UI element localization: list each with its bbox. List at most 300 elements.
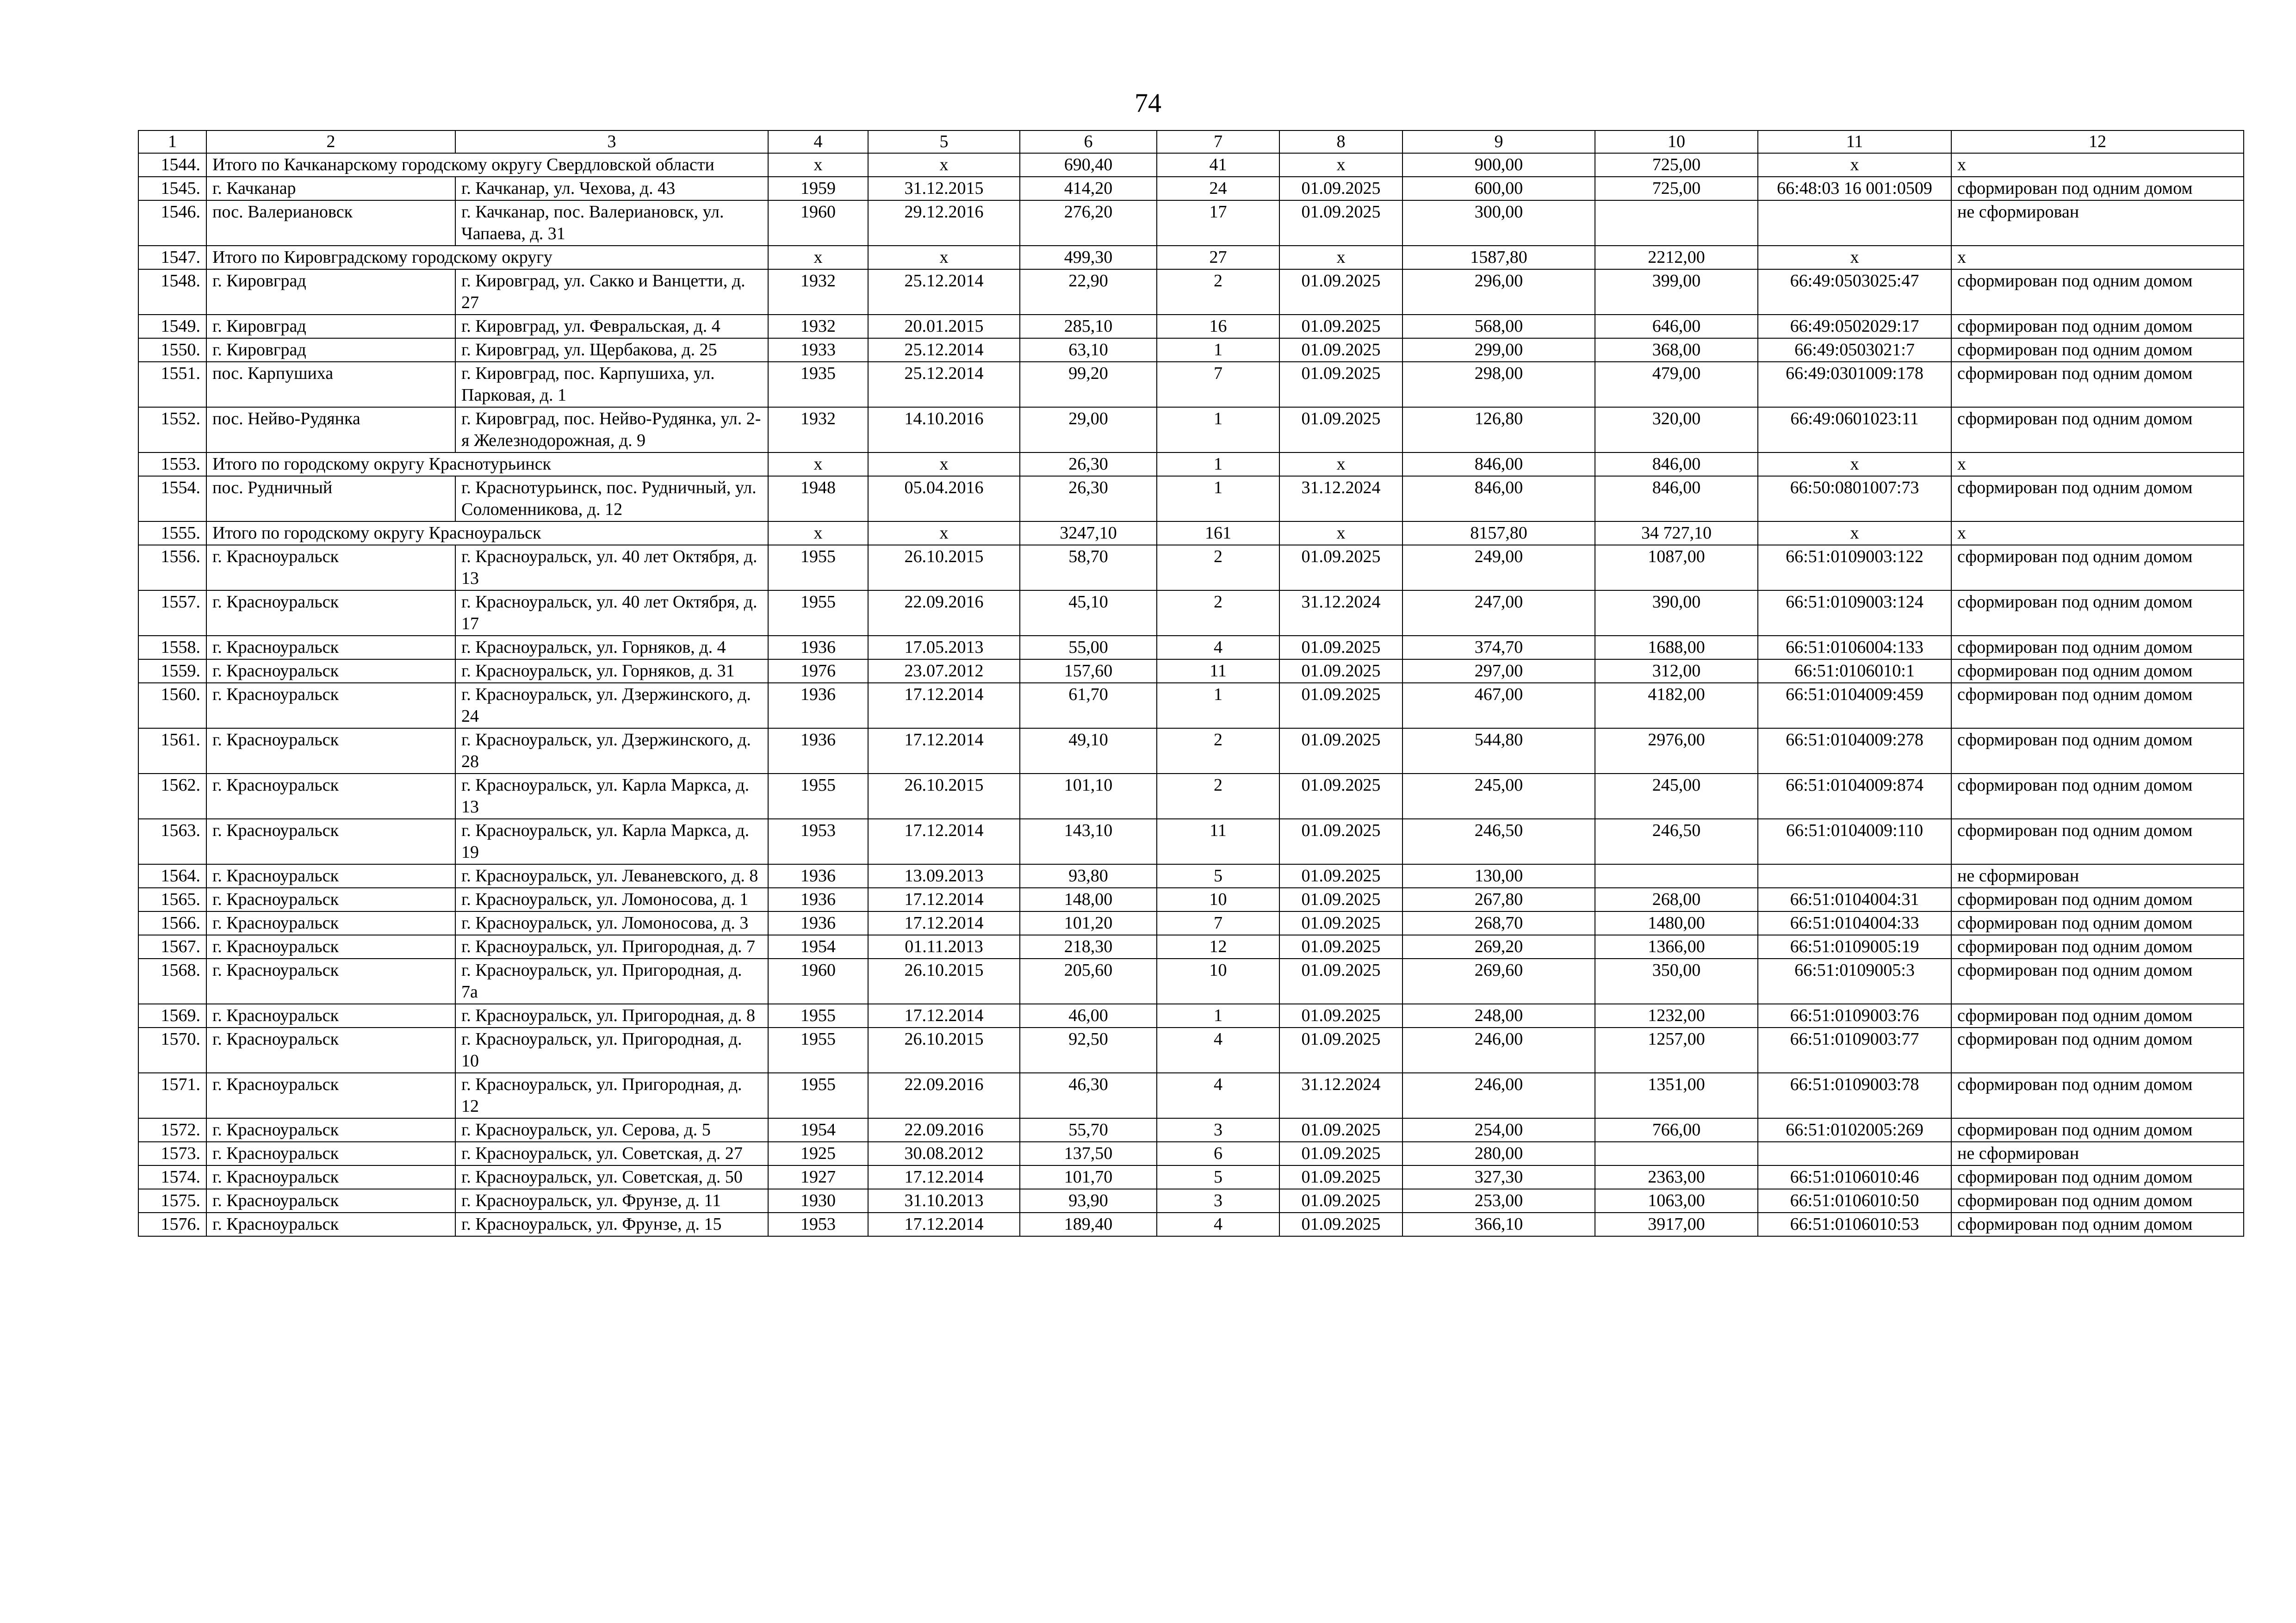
address-cell: г. Кировград, пос. Нейво-Рудянка, ул. 2-я Железнодорожная, д. 9	[455, 407, 768, 452]
row-number-cell: 1559.	[138, 659, 206, 683]
deadline-cell: х	[1279, 521, 1402, 545]
land-status-cell: сформирован под одним домом	[1951, 819, 2244, 864]
value-9-cell: 568,00	[1402, 315, 1595, 338]
table-row	[138, 177, 2244, 200]
date-cell: 17.12.2014	[868, 911, 1020, 935]
residents-cell: 10	[1157, 959, 1279, 1004]
row-number-cell: 1546.	[138, 200, 206, 246]
residents-cell: 2	[1157, 590, 1279, 636]
area-cell: 101,70	[1020, 1165, 1157, 1189]
deadline-cell: 01.09.2025	[1279, 774, 1402, 819]
cadastral-number-cell: 66:51:0106004:133	[1758, 636, 1951, 659]
address-cell: г. Красноуральск, ул. Леваневского, д. 8	[455, 864, 768, 888]
residents-cell: 5	[1157, 864, 1279, 888]
row-number-cell: 1568.	[138, 959, 206, 1004]
value-10-cell: 2363,00	[1595, 1165, 1758, 1189]
residents-cell: 7	[1157, 362, 1279, 407]
date-cell: 26.10.2015	[868, 774, 1020, 819]
land-status-cell: х	[1951, 452, 2244, 476]
value-10-cell: 725,00	[1595, 153, 1758, 177]
residents-cell: 2	[1157, 269, 1279, 315]
area-cell: 101,10	[1020, 774, 1157, 819]
residents-cell: 5	[1157, 1165, 1279, 1189]
value-9-cell: 245,00	[1402, 774, 1595, 819]
address-cell: г. Красноуральск, ул. Фрунзе, д. 15	[455, 1213, 768, 1236]
year-cell: 1960	[768, 959, 868, 1004]
settlement-cell: г. Красноуральск	[206, 1213, 455, 1236]
settlement-cell: г. Кировград	[206, 269, 455, 315]
address-cell: г. Краснотурьинск, пос. Рудничный, ул. Соломенникова, д. 12	[455, 476, 768, 521]
value-10-cell: 1063,00	[1595, 1189, 1758, 1213]
value-9-cell: 846,00	[1402, 476, 1595, 521]
date-cell: х	[868, 452, 1020, 476]
year-cell: 1936	[768, 864, 868, 888]
value-9-cell: 248,00	[1402, 1004, 1595, 1028]
land-status-cell: х	[1951, 153, 2244, 177]
settlement-cell: г. Красноуральск	[206, 959, 455, 1004]
row-number-cell: 1545.	[138, 177, 206, 200]
area-cell: 3247,10	[1020, 521, 1157, 545]
year-cell: 1933	[768, 338, 868, 362]
row-number-cell: 1549.	[138, 315, 206, 338]
value-9-cell: 269,60	[1402, 959, 1595, 1004]
settlement-cell: г. Красноуральск	[206, 683, 455, 728]
year-cell: 1953	[768, 819, 868, 864]
residents-cell: 1	[1157, 683, 1279, 728]
address-cell: г. Кировград, ул. Щербакова, д. 25	[455, 338, 768, 362]
value-9-cell: 246,50	[1402, 819, 1595, 864]
value-10-cell: 1366,00	[1595, 935, 1758, 959]
settlement-cell: г. Красноуральск	[206, 1189, 455, 1213]
date-cell: 22.09.2016	[868, 1073, 1020, 1118]
cadastral-number-cell: 66:51:0106010:50	[1758, 1189, 1951, 1213]
column-header: 1	[138, 130, 206, 153]
address-cell: г. Красноуральск, ул. Горняков, д. 4	[455, 636, 768, 659]
residents-cell: 4	[1157, 636, 1279, 659]
address-cell: г. Красноуральск, ул. Дзержинского, д. 28	[455, 728, 768, 774]
address-cell: г. Красноуральск, ул. Пригородная, д. 7а	[455, 959, 768, 1004]
header-row	[138, 130, 2244, 153]
column-header: 2	[206, 130, 455, 153]
residents-cell: 16	[1157, 315, 1279, 338]
area-cell: 58,70	[1020, 545, 1157, 590]
subtotal-label-cell: Итого по городскому округу Краснотурьинск	[206, 452, 768, 476]
table-row	[138, 545, 2244, 590]
value-10-cell: 766,00	[1595, 1118, 1758, 1142]
year-cell: 1927	[768, 1165, 868, 1189]
area-cell: 157,60	[1020, 659, 1157, 683]
area-cell: 92,50	[1020, 1028, 1157, 1073]
settlement-cell: г. Красноуральск	[206, 1118, 455, 1142]
settlement-cell: пос. Карпушиха	[206, 362, 455, 407]
cadastral-number-cell: 66:49:0601023:11	[1758, 407, 1951, 452]
settlement-cell: г. Красноуральск	[206, 819, 455, 864]
land-status-cell: сформирован под одним домом	[1951, 888, 2244, 911]
residents-cell: 1	[1157, 476, 1279, 521]
address-cell: г. Красноуральск, ул. Дзержинского, д. 24	[455, 683, 768, 728]
value-10-cell: 245,00	[1595, 774, 1758, 819]
address-cell: г. Красноуральск, ул. Карла Маркса, д. 19	[455, 819, 768, 864]
land-status-cell: сформирован под одним домом	[1951, 728, 2244, 774]
date-cell: х	[868, 521, 1020, 545]
cadastral-number-cell: х	[1758, 153, 1951, 177]
area-cell: 45,10	[1020, 590, 1157, 636]
subtotal-label-cell: Итого по Качканарскому городскому округу Свердловской области	[206, 153, 768, 177]
date-cell: 31.10.2013	[868, 1189, 1020, 1213]
cadastral-number-cell: 66:51:0106010:1	[1758, 659, 1951, 683]
deadline-cell: 01.09.2025	[1279, 864, 1402, 888]
land-status-cell: сформирован под одним домом	[1951, 476, 2244, 521]
deadline-cell: 01.09.2025	[1279, 1189, 1402, 1213]
address-cell: г. Красноуральск, ул. Пригородная, д. 7	[455, 935, 768, 959]
land-status-cell: сформирован под одним домом	[1951, 545, 2244, 590]
address-cell: г. Красноуральск, ул. Ломоносова, д. 1	[455, 888, 768, 911]
deadline-cell: 01.09.2025	[1279, 959, 1402, 1004]
row-number-cell: 1553.	[138, 452, 206, 476]
cadastral-number-cell	[1758, 1142, 1951, 1165]
residents-cell: 3	[1157, 1118, 1279, 1142]
area-cell: 22,90	[1020, 269, 1157, 315]
cadastral-number-cell: 66:51:0104004:31	[1758, 888, 1951, 911]
subtotal-label-cell: Итого по городскому округу Красноуральск	[206, 521, 768, 545]
table-row	[138, 864, 2244, 888]
column-header: 5	[868, 130, 1020, 153]
year-cell: х	[768, 452, 868, 476]
address-cell: г. Красноуральск, ул. 40 лет Октября, д. 13	[455, 545, 768, 590]
column-header: 9	[1402, 130, 1595, 153]
table-row	[138, 1118, 2244, 1142]
area-cell: 61,70	[1020, 683, 1157, 728]
date-cell: 29.12.2016	[868, 200, 1020, 246]
address-cell: г. Красноуральск, ул. Советская, д. 50	[455, 1165, 768, 1189]
land-status-cell: сформирован под одним домом	[1951, 959, 2244, 1004]
settlement-cell: г. Красноуральск	[206, 1073, 455, 1118]
row-number-cell: 1557.	[138, 590, 206, 636]
value-9-cell: 327,30	[1402, 1165, 1595, 1189]
table-body	[138, 153, 2244, 1236]
value-9-cell: 299,00	[1402, 338, 1595, 362]
date-cell: 17.12.2014	[868, 1004, 1020, 1028]
row-number-cell: 1560.	[138, 683, 206, 728]
value-10-cell	[1595, 1142, 1758, 1165]
address-cell: г. Красноуральск, ул. 40 лет Октября, д. 17	[455, 590, 768, 636]
cadastral-number-cell: х	[1758, 521, 1951, 545]
value-9-cell: 267,80	[1402, 888, 1595, 911]
date-cell: 25.12.2014	[868, 269, 1020, 315]
settlement-cell: г. Красноуральск	[206, 728, 455, 774]
land-status-cell: сформирован под одним домом	[1951, 935, 2244, 959]
settlement-cell: г. Красноуральск	[206, 1004, 455, 1028]
value-10-cell: 312,00	[1595, 659, 1758, 683]
year-cell: х	[768, 153, 868, 177]
date-cell: 26.10.2015	[868, 959, 1020, 1004]
deadline-cell: 01.09.2025	[1279, 659, 1402, 683]
year-cell: 1935	[768, 362, 868, 407]
residents-cell: 2	[1157, 774, 1279, 819]
settlement-cell: г. Красноуральск	[206, 864, 455, 888]
residents-cell: 4	[1157, 1028, 1279, 1073]
column-header: 3	[455, 130, 768, 153]
settlement-cell: г. Качканар	[206, 177, 455, 200]
year-cell: 1954	[768, 1118, 868, 1142]
cadastral-number-cell: 66:51:0109005:19	[1758, 935, 1951, 959]
value-9-cell: 247,00	[1402, 590, 1595, 636]
land-status-cell: сформирован под одним домом	[1951, 1189, 2244, 1213]
year-cell: 1955	[768, 1073, 868, 1118]
date-cell: 14.10.2016	[868, 407, 1020, 452]
date-cell: 17.12.2014	[868, 728, 1020, 774]
residents-cell: 2	[1157, 728, 1279, 774]
value-9-cell: 900,00	[1402, 153, 1595, 177]
date-cell: х	[868, 246, 1020, 269]
land-status-cell: сформирован под одним домом	[1951, 407, 2244, 452]
value-9-cell: 269,20	[1402, 935, 1595, 959]
deadline-cell: 01.09.2025	[1279, 728, 1402, 774]
column-header: 4	[768, 130, 868, 153]
year-cell: 1936	[768, 911, 868, 935]
deadline-cell: 01.09.2025	[1279, 315, 1402, 338]
date-cell: 01.11.2013	[868, 935, 1020, 959]
year-cell: 1930	[768, 1189, 868, 1213]
area-cell: 276,20	[1020, 200, 1157, 246]
date-cell: 17.12.2014	[868, 1213, 1020, 1236]
residents-cell: 1	[1157, 452, 1279, 476]
address-cell: г. Качканар, ул. Чехова, д. 43	[455, 177, 768, 200]
value-10-cell: 1480,00	[1595, 911, 1758, 935]
land-status-cell: сформирован под одним домом	[1951, 1028, 2244, 1073]
residents-cell: 1	[1157, 1004, 1279, 1028]
cadastral-number-cell: х	[1758, 452, 1951, 476]
value-10-cell: 268,00	[1595, 888, 1758, 911]
value-10-cell: 246,50	[1595, 819, 1758, 864]
land-status-cell: сформирован под одним домом	[1951, 1004, 2244, 1028]
land-status-cell: сформирован под одним домом	[1951, 683, 2244, 728]
date-cell: 23.07.2012	[868, 659, 1020, 683]
year-cell: 1936	[768, 728, 868, 774]
cadastral-number-cell: 66:50:0801007:73	[1758, 476, 1951, 521]
row-number-cell: 1562.	[138, 774, 206, 819]
table-row	[138, 1189, 2244, 1213]
value-9-cell: 600,00	[1402, 177, 1595, 200]
address-cell: г. Красноуральск, ул. Карла Маркса, д. 13	[455, 774, 768, 819]
table-row	[138, 1165, 2244, 1189]
deadline-cell: 01.09.2025	[1279, 1004, 1402, 1028]
value-10-cell: 399,00	[1595, 269, 1758, 315]
date-cell: 17.12.2014	[868, 888, 1020, 911]
year-cell: 1932	[768, 407, 868, 452]
value-9-cell: 1587,80	[1402, 246, 1595, 269]
address-cell: г. Кировград, ул. Февральская, д. 4	[455, 315, 768, 338]
housing-registry-table	[138, 130, 2244, 1237]
column-header: 8	[1279, 130, 1402, 153]
settlement-cell: г. Красноуральск	[206, 1028, 455, 1073]
year-cell: х	[768, 246, 868, 269]
residents-cell: 161	[1157, 521, 1279, 545]
area-cell: 55,00	[1020, 636, 1157, 659]
date-cell: х	[868, 153, 1020, 177]
area-cell: 189,40	[1020, 1213, 1157, 1236]
land-status-cell: не сформирован	[1951, 864, 2244, 888]
deadline-cell: 01.09.2025	[1279, 200, 1402, 246]
table-row	[138, 935, 2244, 959]
area-cell: 26,30	[1020, 452, 1157, 476]
area-cell: 46,00	[1020, 1004, 1157, 1028]
year-cell: 1932	[768, 269, 868, 315]
value-10-cell: 1688,00	[1595, 636, 1758, 659]
value-9-cell: 297,00	[1402, 659, 1595, 683]
value-9-cell: 544,80	[1402, 728, 1595, 774]
value-9-cell: 130,00	[1402, 864, 1595, 888]
row-number-cell: 1561.	[138, 728, 206, 774]
land-status-cell: не сформирован	[1951, 1142, 2244, 1165]
value-9-cell: 296,00	[1402, 269, 1595, 315]
row-number-cell: 1551.	[138, 362, 206, 407]
cadastral-number-cell: 66:49:0502029:17	[1758, 315, 1951, 338]
residents-cell: 11	[1157, 659, 1279, 683]
year-cell: 1954	[768, 935, 868, 959]
deadline-cell: 01.09.2025	[1279, 819, 1402, 864]
date-cell: 17.12.2014	[868, 1165, 1020, 1189]
area-cell: 29,00	[1020, 407, 1157, 452]
cadastral-number-cell: 66:49:0301009:178	[1758, 362, 1951, 407]
cadastral-number-cell: 66:51:0104009:459	[1758, 683, 1951, 728]
table-row	[138, 683, 2244, 728]
table-row	[138, 888, 2244, 911]
land-status-cell: сформирован под одним домом	[1951, 636, 2244, 659]
residents-cell: 11	[1157, 819, 1279, 864]
cadastral-number-cell: 66:51:0109003:122	[1758, 545, 1951, 590]
value-9-cell: 366,10	[1402, 1213, 1595, 1236]
area-cell: 49,10	[1020, 728, 1157, 774]
value-10-cell: 320,00	[1595, 407, 1758, 452]
row-number-cell: 1572.	[138, 1118, 206, 1142]
row-number-cell: 1575.	[138, 1189, 206, 1213]
subtotal-row	[138, 452, 2244, 476]
row-number-cell: 1570.	[138, 1028, 206, 1073]
area-cell: 143,10	[1020, 819, 1157, 864]
row-number-cell: 1554.	[138, 476, 206, 521]
cadastral-number-cell: 66:51:0102005:269	[1758, 1118, 1951, 1142]
deadline-cell: 01.09.2025	[1279, 1165, 1402, 1189]
land-status-cell: сформирован под одним домом	[1951, 1165, 2244, 1189]
residents-cell: 1	[1157, 407, 1279, 452]
row-number-cell: 1547.	[138, 246, 206, 269]
row-number-cell: 1555.	[138, 521, 206, 545]
row-number-cell: 1566.	[138, 911, 206, 935]
row-number-cell: 1565.	[138, 888, 206, 911]
value-9-cell: 298,00	[1402, 362, 1595, 407]
deadline-cell: 31.12.2024	[1279, 590, 1402, 636]
cadastral-number-cell: 66:51:0106010:53	[1758, 1213, 1951, 1236]
land-status-cell: сформирован под одним домом	[1951, 1118, 2244, 1142]
land-status-cell: сформирован под одним домом	[1951, 1073, 2244, 1118]
row-number-cell: 1571.	[138, 1073, 206, 1118]
cadastral-number-cell: 66:49:0503021:7	[1758, 338, 1951, 362]
address-cell: г. Красноуральск, ул. Серова, д. 5	[455, 1118, 768, 1142]
deadline-cell: х	[1279, 153, 1402, 177]
cadastral-number-cell: 66:51:0109005:3	[1758, 959, 1951, 1004]
year-cell: 1925	[768, 1142, 868, 1165]
address-cell: г. Красноуральск, ул. Пригородная, д. 12	[455, 1073, 768, 1118]
deadline-cell: х	[1279, 246, 1402, 269]
land-status-cell: не сформирован	[1951, 200, 2244, 246]
column-header: 7	[1157, 130, 1279, 153]
value-9-cell: 467,00	[1402, 683, 1595, 728]
area-cell: 690,40	[1020, 153, 1157, 177]
table-row	[138, 1073, 2244, 1118]
date-cell: 17.12.2014	[868, 683, 1020, 728]
table-row	[138, 774, 2244, 819]
area-cell: 148,00	[1020, 888, 1157, 911]
settlement-cell: г. Красноуральск	[206, 545, 455, 590]
date-cell: 22.09.2016	[868, 1118, 1020, 1142]
residents-cell: 12	[1157, 935, 1279, 959]
value-9-cell: 249,00	[1402, 545, 1595, 590]
value-9-cell: 280,00	[1402, 1142, 1595, 1165]
address-cell: г. Красноуральск, ул. Пригородная, д. 10	[455, 1028, 768, 1073]
date-cell: 30.08.2012	[868, 1142, 1020, 1165]
land-status-cell: х	[1951, 521, 2244, 545]
table-row	[138, 338, 2244, 362]
row-number-cell: 1569.	[138, 1004, 206, 1028]
settlement-cell: г. Красноуральск	[206, 888, 455, 911]
residents-cell: 4	[1157, 1213, 1279, 1236]
land-status-cell: сформирован под одним домом	[1951, 269, 2244, 315]
value-10-cell: 846,00	[1595, 476, 1758, 521]
deadline-cell: 01.09.2025	[1279, 407, 1402, 452]
value-9-cell: 253,00	[1402, 1189, 1595, 1213]
land-status-cell: сформирован под одним домом	[1951, 362, 2244, 407]
year-cell: 1953	[768, 1213, 868, 1236]
value-9-cell: 374,70	[1402, 636, 1595, 659]
cadastral-number-cell: 66:51:0104009:278	[1758, 728, 1951, 774]
value-9-cell: 246,00	[1402, 1028, 1595, 1073]
value-10-cell: 390,00	[1595, 590, 1758, 636]
address-cell: г. Красноуральск, ул. Ломоносова, д. 3	[455, 911, 768, 935]
residents-cell: 24	[1157, 177, 1279, 200]
cadastral-number-cell: 66:51:0104009:110	[1758, 819, 1951, 864]
value-10-cell	[1595, 864, 1758, 888]
settlement-cell: г. Кировград	[206, 338, 455, 362]
date-cell: 20.01.2015	[868, 315, 1020, 338]
deadline-cell: 01.09.2025	[1279, 911, 1402, 935]
area-cell: 499,30	[1020, 246, 1157, 269]
deadline-cell: 01.09.2025	[1279, 683, 1402, 728]
settlement-cell: г. Красноуральск	[206, 774, 455, 819]
residents-cell: 4	[1157, 1073, 1279, 1118]
settlement-cell: г. Красноуральск	[206, 590, 455, 636]
row-number-cell: 1558.	[138, 636, 206, 659]
row-number-cell: 1563.	[138, 819, 206, 864]
date-cell: 31.12.2015	[868, 177, 1020, 200]
settlement-cell: г. Красноуральск	[206, 911, 455, 935]
value-10-cell: 34 727,10	[1595, 521, 1758, 545]
residents-cell: 17	[1157, 200, 1279, 246]
area-cell: 46,30	[1020, 1073, 1157, 1118]
table-row	[138, 819, 2244, 864]
table-row	[138, 407, 2244, 452]
deadline-cell: 01.09.2025	[1279, 1118, 1402, 1142]
year-cell: 1936	[768, 888, 868, 911]
land-status-cell: сформирован под одним домом	[1951, 177, 2244, 200]
address-cell: г. Кировград, ул. Сакко и Ванцетти, д. 27	[455, 269, 768, 315]
value-10-cell: 1087,00	[1595, 545, 1758, 590]
area-cell: 414,20	[1020, 177, 1157, 200]
year-cell: 1955	[768, 774, 868, 819]
table-row	[138, 1028, 2244, 1073]
address-cell: г. Кировград, пос. Карпушиха, ул. Парковая, д. 1	[455, 362, 768, 407]
row-number-cell: 1552.	[138, 407, 206, 452]
